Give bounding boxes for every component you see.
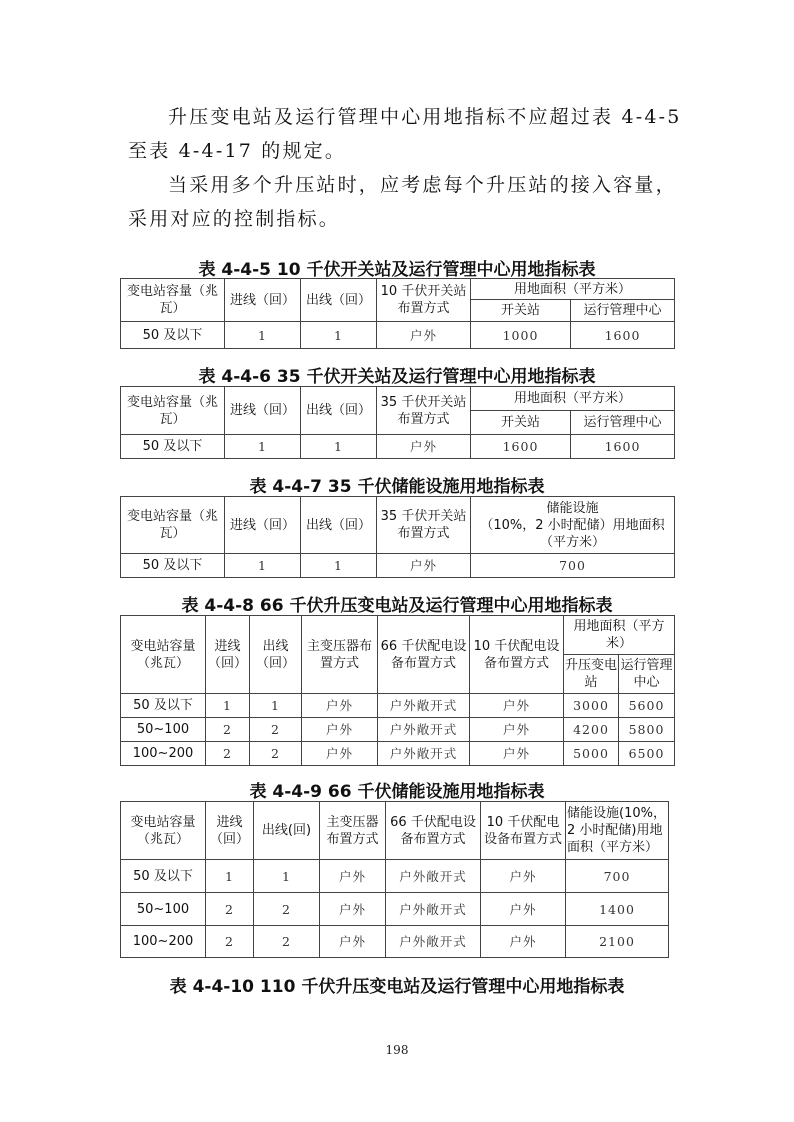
cell: 户外 [470,718,564,742]
header-cell: 10 千伏开关站布置方式 [377,279,471,322]
cell: 50 及以下 [121,435,225,459]
cell: 2 [206,718,250,742]
table-row [121,718,675,742]
table-caption: 表 4-4-5 10 千伏开关站及运行管理中心用地指标表 [198,260,596,280]
cell: 1 [225,435,301,459]
header-cell: 变电站容量（兆瓦） [121,802,206,860]
table-4-4-6 [120,386,675,459]
header-cell: 进线（回） [206,616,250,694]
cell: 户外 [320,893,386,926]
cell: 1600 [571,435,675,459]
cell: 户外 [377,435,471,459]
header-cell: 变电站容量（兆瓦） [121,279,225,322]
header-cell: 出线（回） [301,387,377,435]
cell: 50~100 [121,893,206,926]
table-row [121,742,675,766]
header-cell: 变电站容量（兆瓦） [121,497,225,554]
cell: 户外敞开式 [378,694,470,718]
header-cell: 66 千伏配电设备布置方式 [378,616,470,694]
header-cell: 进线（回） [225,387,301,435]
header-cell: 出线(回) [254,802,320,860]
cell: 2 [250,742,302,766]
paragraph-2-text: 当采用多个升压站时，应考虑每个升压站的接入容量，采用对应的控制指标。 [128,174,677,230]
header-cell: 开关站 [471,300,571,322]
cell: 户外 [320,860,386,893]
cell: 1 [254,860,320,893]
header-cell: 35 千伏开关站布置方式 [377,387,471,435]
cell: 5800 [619,718,675,742]
cell: 6500 [619,742,675,766]
header-cell: 进线（回） [206,802,254,860]
table-row [121,893,669,926]
cell: 1400 [566,893,669,926]
cell: 1 [301,322,377,349]
cell: 户外敞开式 [386,926,481,958]
cell: 50~100 [121,718,206,742]
page-number: 198 [385,1043,409,1057]
cell: 2 [206,742,250,766]
header-cell: 储能设施(10%，2 小时配储)用地面积（平方米） [566,802,669,860]
cell: 户外 [377,554,471,578]
header-cell: 出线（回） [301,279,377,322]
table-4-4-9 [120,801,669,958]
table-row [121,860,669,893]
table-caption: 表 4-4-8 66 千伏升压变电站及运行管理中心用地指标表 [181,596,613,616]
cell: 户外敞开式 [378,742,470,766]
table-4-4-5 [120,278,675,349]
header-cell: 10 千伏配电设备布置方式 [481,802,566,860]
table-caption: 表 4-4-6 35 千伏开关站及运行管理中心用地指标表 [198,367,596,387]
header-cell: 出线（回） [250,616,302,694]
cell: 2 [250,718,302,742]
cell: 户外 [470,742,564,766]
header-cell: 用地面积（平方米） [564,616,675,655]
table-row [121,694,675,718]
cell: 2 [206,893,254,926]
cell: 700 [471,554,675,578]
paragraph-1 [128,100,688,168]
header-cell: 进线（回） [225,497,301,554]
cell: 50 及以下 [121,554,225,578]
cell: 户外 [302,694,378,718]
cell: 2 [254,926,320,958]
cell: 1 [206,694,250,718]
cell: 1 [206,860,254,893]
header-cell: 用地面积（平方米） [471,387,675,411]
cell: 户外敞开式 [386,893,481,926]
paragraph-2 [128,168,688,236]
cell: 1000 [471,322,571,349]
cell: 1600 [471,435,571,459]
paragraph-1-text: 升压变电站及运行管理中心用地指标不应超过表 4-4-5 至表 4-4-17 的规定。 [128,106,682,162]
header-cell: 变电站容量（兆瓦） [121,616,206,694]
cell: 1 [225,554,301,578]
header-cell: 用地面积（平方米） [471,279,675,300]
table-4-4-8 [120,615,675,766]
table-row [121,926,669,958]
table-caption: 表 4-4-10 110 千伏升压变电站及运行管理中心用地指标表 [169,977,625,997]
cell: 户外 [302,742,378,766]
cell: 2 [206,926,254,958]
table-row [121,322,675,349]
header-cell: 运行管理中心 [571,411,675,435]
cell: 户外 [320,926,386,958]
cell: 5600 [619,694,675,718]
cell: 700 [566,860,669,893]
cell: 50 及以下 [121,694,206,718]
header-cell: 运行管理中心 [571,300,675,322]
cell: 100~200 [121,926,206,958]
cell: 2100 [566,926,669,958]
header-cell: 开关站 [471,411,571,435]
header-cell: 主变压器布置方式 [302,616,378,694]
header-cell: 主变压器布置方式 [320,802,386,860]
header-line: （平方米） [539,534,605,550]
cell: 3000 [564,694,619,718]
table-caption: 表 4-4-9 66 千伏储能设施用地指标表 [249,782,545,802]
cell: 1 [301,554,377,578]
table-4-4-7 [120,496,675,578]
header-cell: 10 千伏配电设备布置方式 [470,616,564,694]
header-cell: 35 千伏开关站布置方式 [377,497,471,554]
cell: 户外 [481,926,566,958]
cell: 1 [250,694,302,718]
header-cell: 出线（回） [301,497,377,554]
table-caption: 表 4-4-7 35 千伏储能设施用地指标表 [249,477,545,497]
cell: 1 [225,322,301,349]
cell: 1600 [571,322,675,349]
header-line: 储能设施 [546,500,599,516]
cell: 100~200 [121,742,206,766]
cell: 户外 [481,860,566,893]
cell: 4200 [564,718,619,742]
header-cell: 进线（回） [225,279,301,322]
cell: 1 [301,435,377,459]
cell: 户外 [470,694,564,718]
table-row [121,435,675,459]
cell: 50 及以下 [121,860,206,893]
cell: 户外 [481,893,566,926]
cell: 户外 [377,322,471,349]
cell: 5000 [564,742,619,766]
header-line: （10%，2 小时配储）用地面积 [480,517,665,533]
header-cell: 升压变电站 [564,655,619,694]
header-cell: 变电站容量（兆瓦） [121,387,225,435]
header-cell: 66 千伏配电设备布置方式 [386,802,481,860]
cell: 户外敞开式 [386,860,481,893]
cell: 2 [254,893,320,926]
header-cell: 运行管理中心 [619,655,675,694]
cell: 50 及以下 [121,322,225,349]
header-cell [471,497,675,554]
cell: 户外 [302,718,378,742]
table-row [121,554,675,578]
cell: 户外敞开式 [378,718,470,742]
